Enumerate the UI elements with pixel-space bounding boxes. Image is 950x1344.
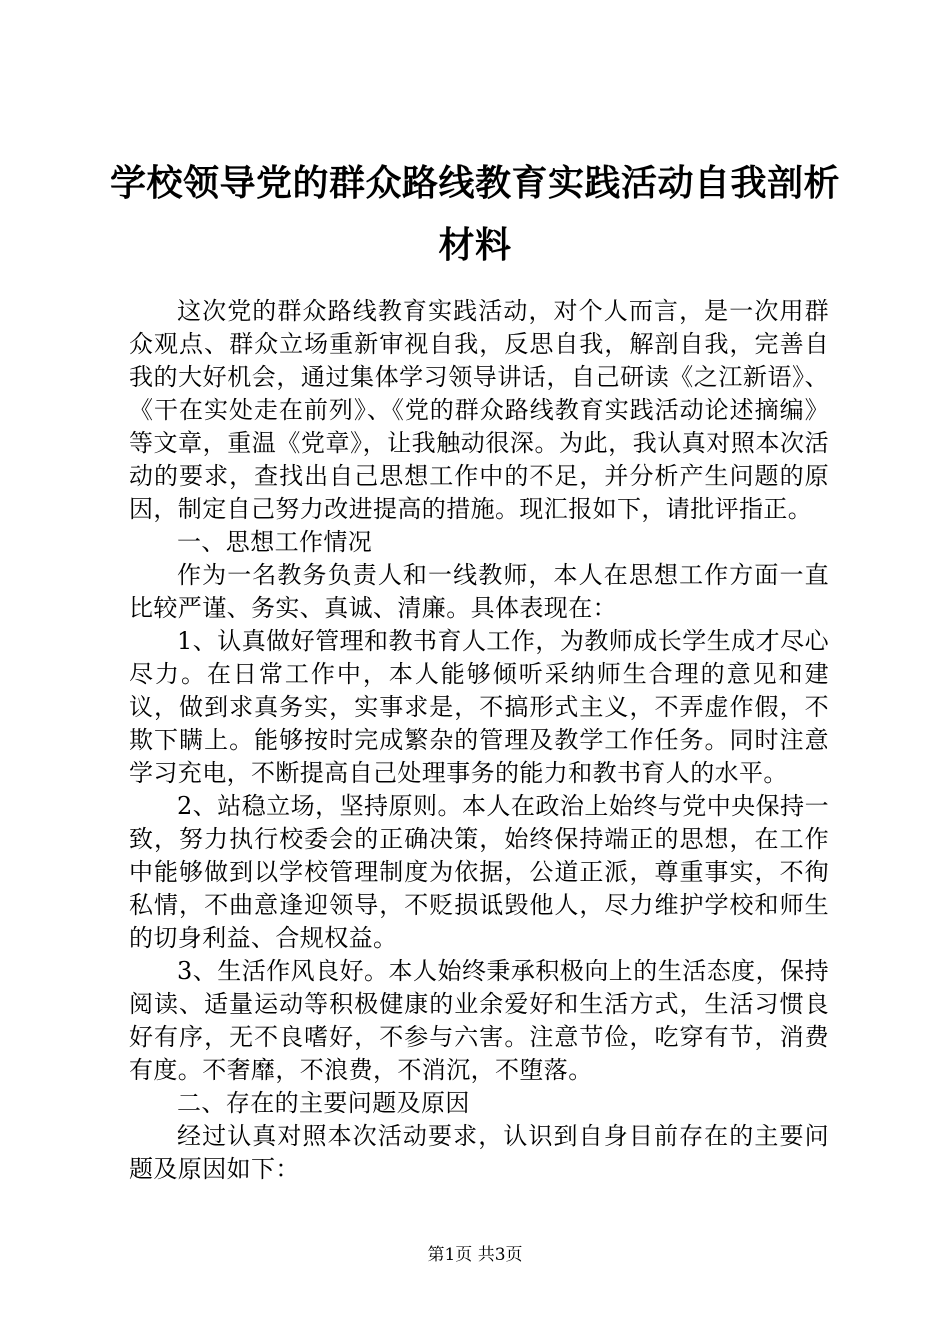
document-body [129, 295, 829, 1186]
body-paragraph: 经过认真对照本次活动要求，认识到自身目前存在的主要问题及原因如下： [129, 1122, 829, 1183]
page-footer: 第1页 共3页 [427, 1245, 523, 1265]
body-paragraph: 2、站稳立场，坚持原则。本人在政治上始终与党中央保持一致，努力执行校委会的正确决策，始终保持端正的思想，在工作中能够做到以学校管理制度为依据，公道正派，尊重事实，不徇私情，不曲意逢迎领导，不贬损诋毁他人，尽力维护学校和师生的切身利益、合规权益。 [129, 792, 829, 952]
body-paragraph: 3、生活作风良好。本人始终秉承积极向上的生活态度，保持阅读、适量运动等积极健康的业余爱好和生活方式，生活习惯良好有序，无不良嗜好，不参与六害。注意节俭，吃穿有节，消费有度。不奢靡，不浪费，不消沉，不堕落。 [129, 957, 829, 1084]
body-paragraph: 作为一名教务负责人和一线教师，本人在思想工作方面一直比较严谨、务实、真诚、清廉。具体表现在： [129, 561, 829, 622]
document-title-line-1: 学校领导党的群众路线教育实践活动自我剖析 [110, 162, 841, 204]
document-title-line-2: 材料 [438, 224, 512, 266]
section-heading-1: 一、思想工作情况 [177, 528, 373, 556]
section-heading-2: 二、存在的主要问题及原因 [177, 1089, 470, 1117]
body-paragraph: 1、认真做好管理和教书育人工作，为教师成长学生成才尽心尽力。在日常工作中，本人能够倾听采纳师生合理的意见和建议，做到求真务实，实事求是，不搞形式主义，不弄虚作假，不欺下瞒上。能够按时完成繁杂的管理及教学工作任务。同时注意学习充电，不断提高自己处理事务的能力和教书育人的水平。 [129, 627, 829, 787]
intro-paragraph: 这次党的群众路线教育实践活动，对个人而言，是一次用群众观点、群众立场重新审视自我，反思自我，解剖自我，完善自我的大好机会，通过集体学习领导讲话，自己研读《之江新语》、《干在实处走在前列》、《党的群众路线教育实践活动论述摘编》等文章，重温《党章》，让我触动很深。为此，我认真对照本次活动的要求，查找出自己思想工作中的不足，并分析产生问题的原因，制定自己努力改进提高的措施。现汇报如下，请批评指正。 [129, 297, 829, 523]
